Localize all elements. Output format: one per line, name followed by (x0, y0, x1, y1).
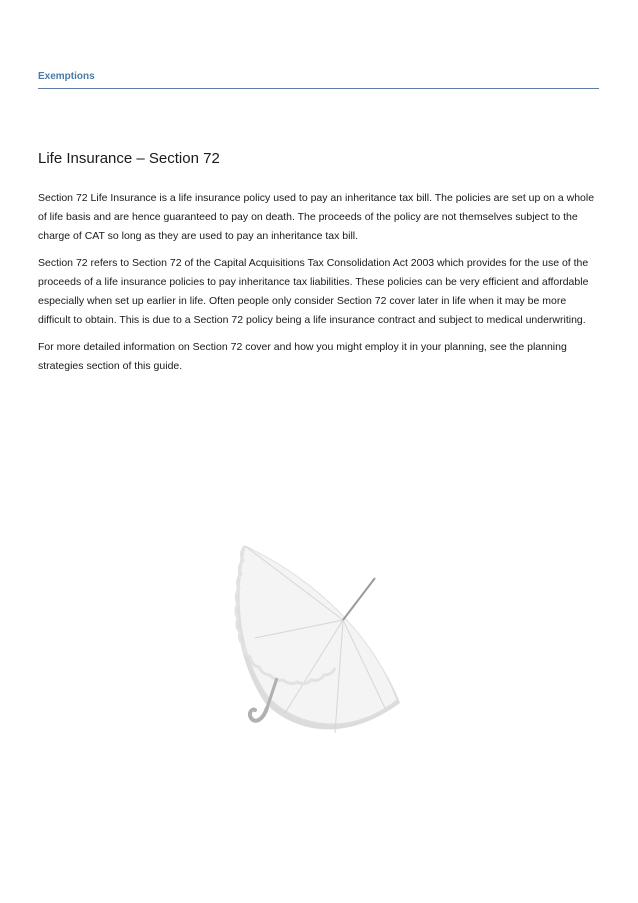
umbrella-illustration (225, 528, 415, 748)
paragraph-more-info: For more detailed information on Section 72 cover and how you might employ it in your planning, see the planning strategies section of this guide. (38, 341, 567, 372)
section-title: Life Insurance – Section 72 (38, 150, 220, 167)
page-header (38, 66, 599, 89)
header-section-label: Exemptions (38, 71, 95, 82)
paragraph-legislation: Section 72 refers to Section 72 of the Capital Acquisitions Tax Consolidation Act 2003 which provides for the use of the proceeds of a life insurance policies to pay inheritance tax liabilities. These policies can be very efficient and affordable especially when set up earlier in life. Often people only consider Section 72 cover later in life when it may be more difficult to obtain. This is due to a Section 72 policy being a life insurance contract and subject to medical underwriting. (38, 257, 589, 326)
umbrella-icon (225, 528, 415, 748)
paragraph-intro: Section 72 Life Insurance is a life insurance policy used to pay an inheritance tax bill. The policies are set up on a whole of life basis and are hence guaranteed to pay on death. The proceeds of the policy are not themselves subject to the charge of CAT so long as they are used to pay an inheritance tax bill. (38, 192, 595, 242)
section-body (38, 189, 600, 384)
